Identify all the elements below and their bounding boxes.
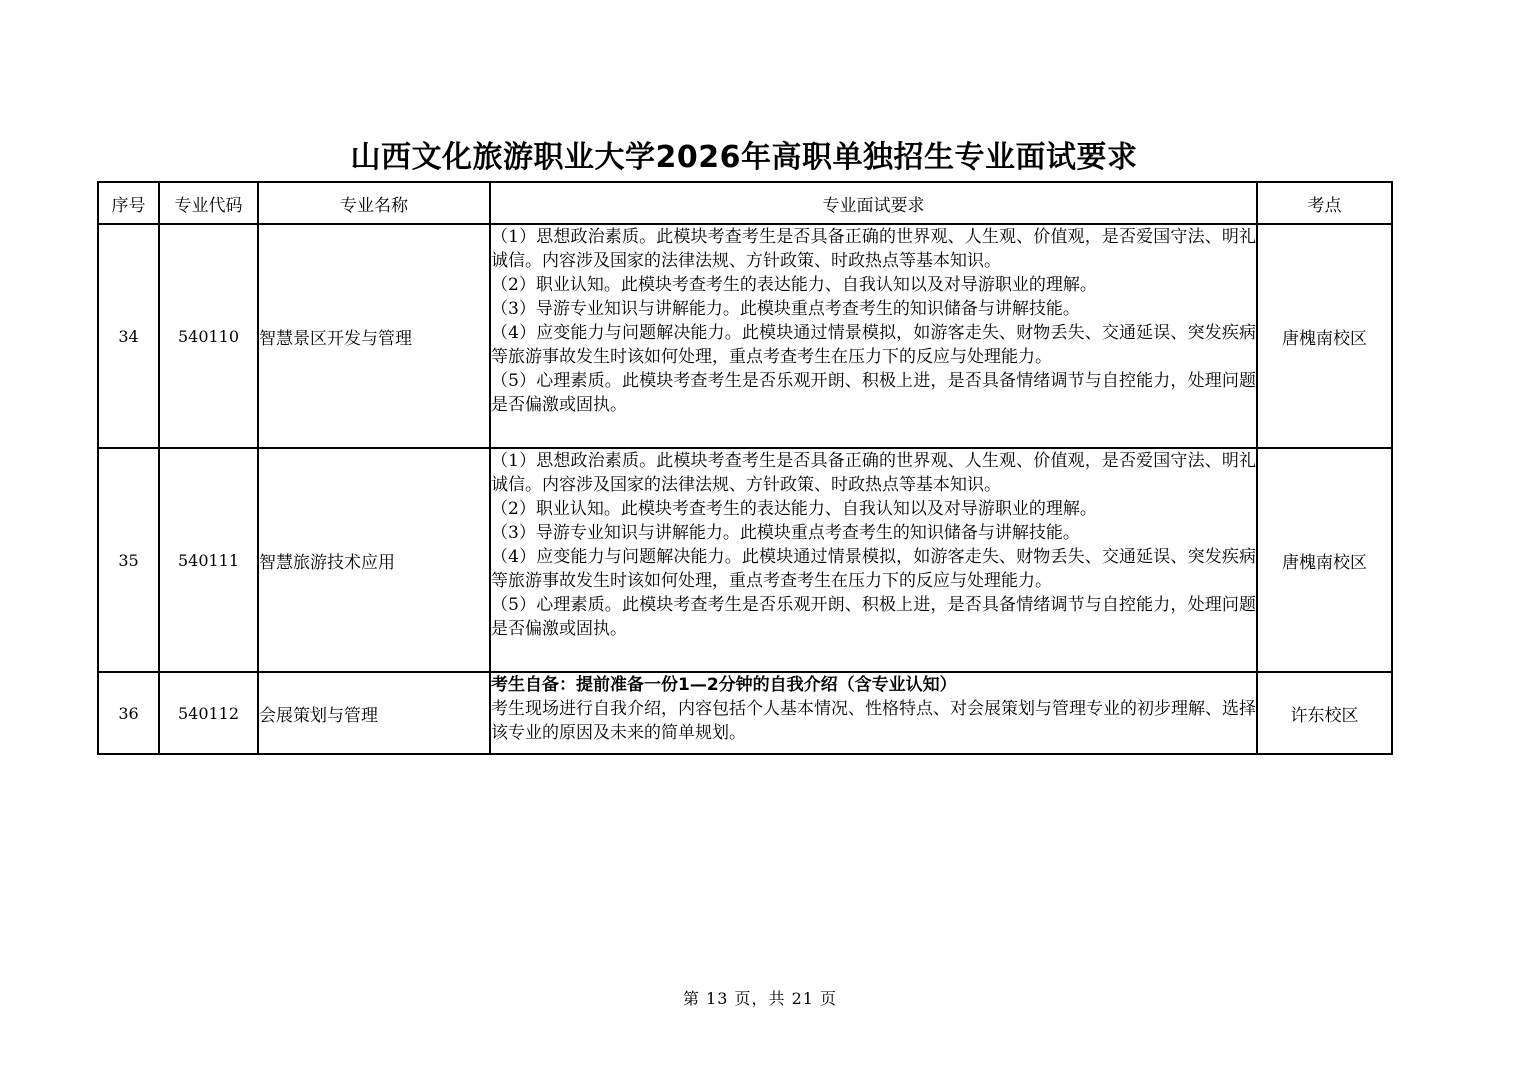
table-header-row	[98, 182, 1392, 224]
row-requirements	[490, 224, 1257, 448]
header-requirements: 专业面试要求	[490, 182, 1257, 224]
requirement-bold-line: 考生自备：提前准备一份1—2分钟的自我介绍（含专业认知）	[491, 675, 957, 695]
requirement-line: （3）导游专业知识与讲解能力。此模块重点考查考生的知识储备与讲解技能。	[491, 299, 1080, 319]
row-code: 540111	[159, 448, 258, 672]
requirement-line: （3）导游专业知识与讲解能力。此模块重点考查考生的知识储备与讲解技能。	[491, 523, 1080, 543]
header-code: 专业代码	[159, 182, 258, 224]
row-name: 智慧旅游技术应用	[258, 448, 490, 672]
table-row	[98, 448, 1392, 672]
page-footer: 第 13 页，共 21 页	[682, 989, 838, 1008]
requirement-line: （5）心理素质。此模块考查考生是否乐观开朗、积极上进，是否具备情绪调节与自控能力，处理问题是否偏激或固执。	[491, 371, 1256, 415]
row-index: 36	[98, 672, 159, 754]
row-name: 智慧景区开发与管理	[258, 224, 490, 448]
row-site: 许东校区	[1257, 672, 1392, 754]
table-row	[98, 224, 1392, 448]
row-code: 540110	[159, 224, 258, 448]
requirement-line: 考生现场进行自我介绍，内容包括个人基本情况、性格特点、对会展策划与管理专业的初步理解、选择该专业的原因及未来的简单规划。	[491, 699, 1256, 743]
requirement-line: （5）心理素质。此模块考查考生是否乐观开朗、积极上进，是否具备情绪调节与自控能力，处理问题是否偏激或固执。	[491, 595, 1256, 639]
row-name: 会展策划与管理	[258, 672, 490, 754]
row-site: 唐槐南校区	[1257, 448, 1392, 672]
row-code: 540112	[159, 672, 258, 754]
requirement-line: （4）应变能力与问题解决能力。此模块通过情景模拟，如游客走失、财物丢失、交通延误、突发疾病等旅游事故发生时该如何处理，重点考查考生在压力下的反应与处理能力。	[491, 323, 1256, 367]
requirement-line: （1）思想政治素质。此模块考查考生是否具备正确的世界观、人生观、价值观，是否爱国守法、明礼诚信。内容涉及国家的法律法规、方针政策、时政热点等基本知识。	[491, 451, 1256, 495]
requirement-line: （2）职业认知。此模块考查考生的表达能力、自我认知以及对导游职业的理解。	[491, 499, 1097, 519]
requirement-line: （1）思想政治素质。此模块考查考生是否具备正确的世界观、人生观、价值观，是否爱国守法、明礼诚信。内容涉及国家的法律法规、方针政策、时政热点等基本知识。	[491, 227, 1256, 271]
row-index: 35	[98, 448, 159, 672]
row-index: 34	[98, 224, 159, 448]
requirements-table	[97, 181, 1393, 755]
requirement-line: （4）应变能力与问题解决能力。此模块通过情景模拟，如游客走失、财物丢失、交通延误、突发疾病等旅游事故发生时该如何处理，重点考查考生在压力下的反应与处理能力。	[491, 547, 1256, 591]
row-site: 唐槐南校区	[1257, 224, 1392, 448]
row-requirements	[490, 672, 1257, 754]
table-row	[98, 672, 1392, 754]
row-requirements	[490, 448, 1257, 672]
page-title: 山西文化旅游职业大学2026年高职单独招生专业面试要求	[350, 140, 1138, 175]
header-name: 专业名称	[258, 182, 490, 224]
header-site: 考点	[1257, 182, 1392, 224]
requirement-line: （2）职业认知。此模块考查考生的表达能力、自我认知以及对导游职业的理解。	[491, 275, 1097, 295]
header-index: 序号	[98, 182, 159, 224]
